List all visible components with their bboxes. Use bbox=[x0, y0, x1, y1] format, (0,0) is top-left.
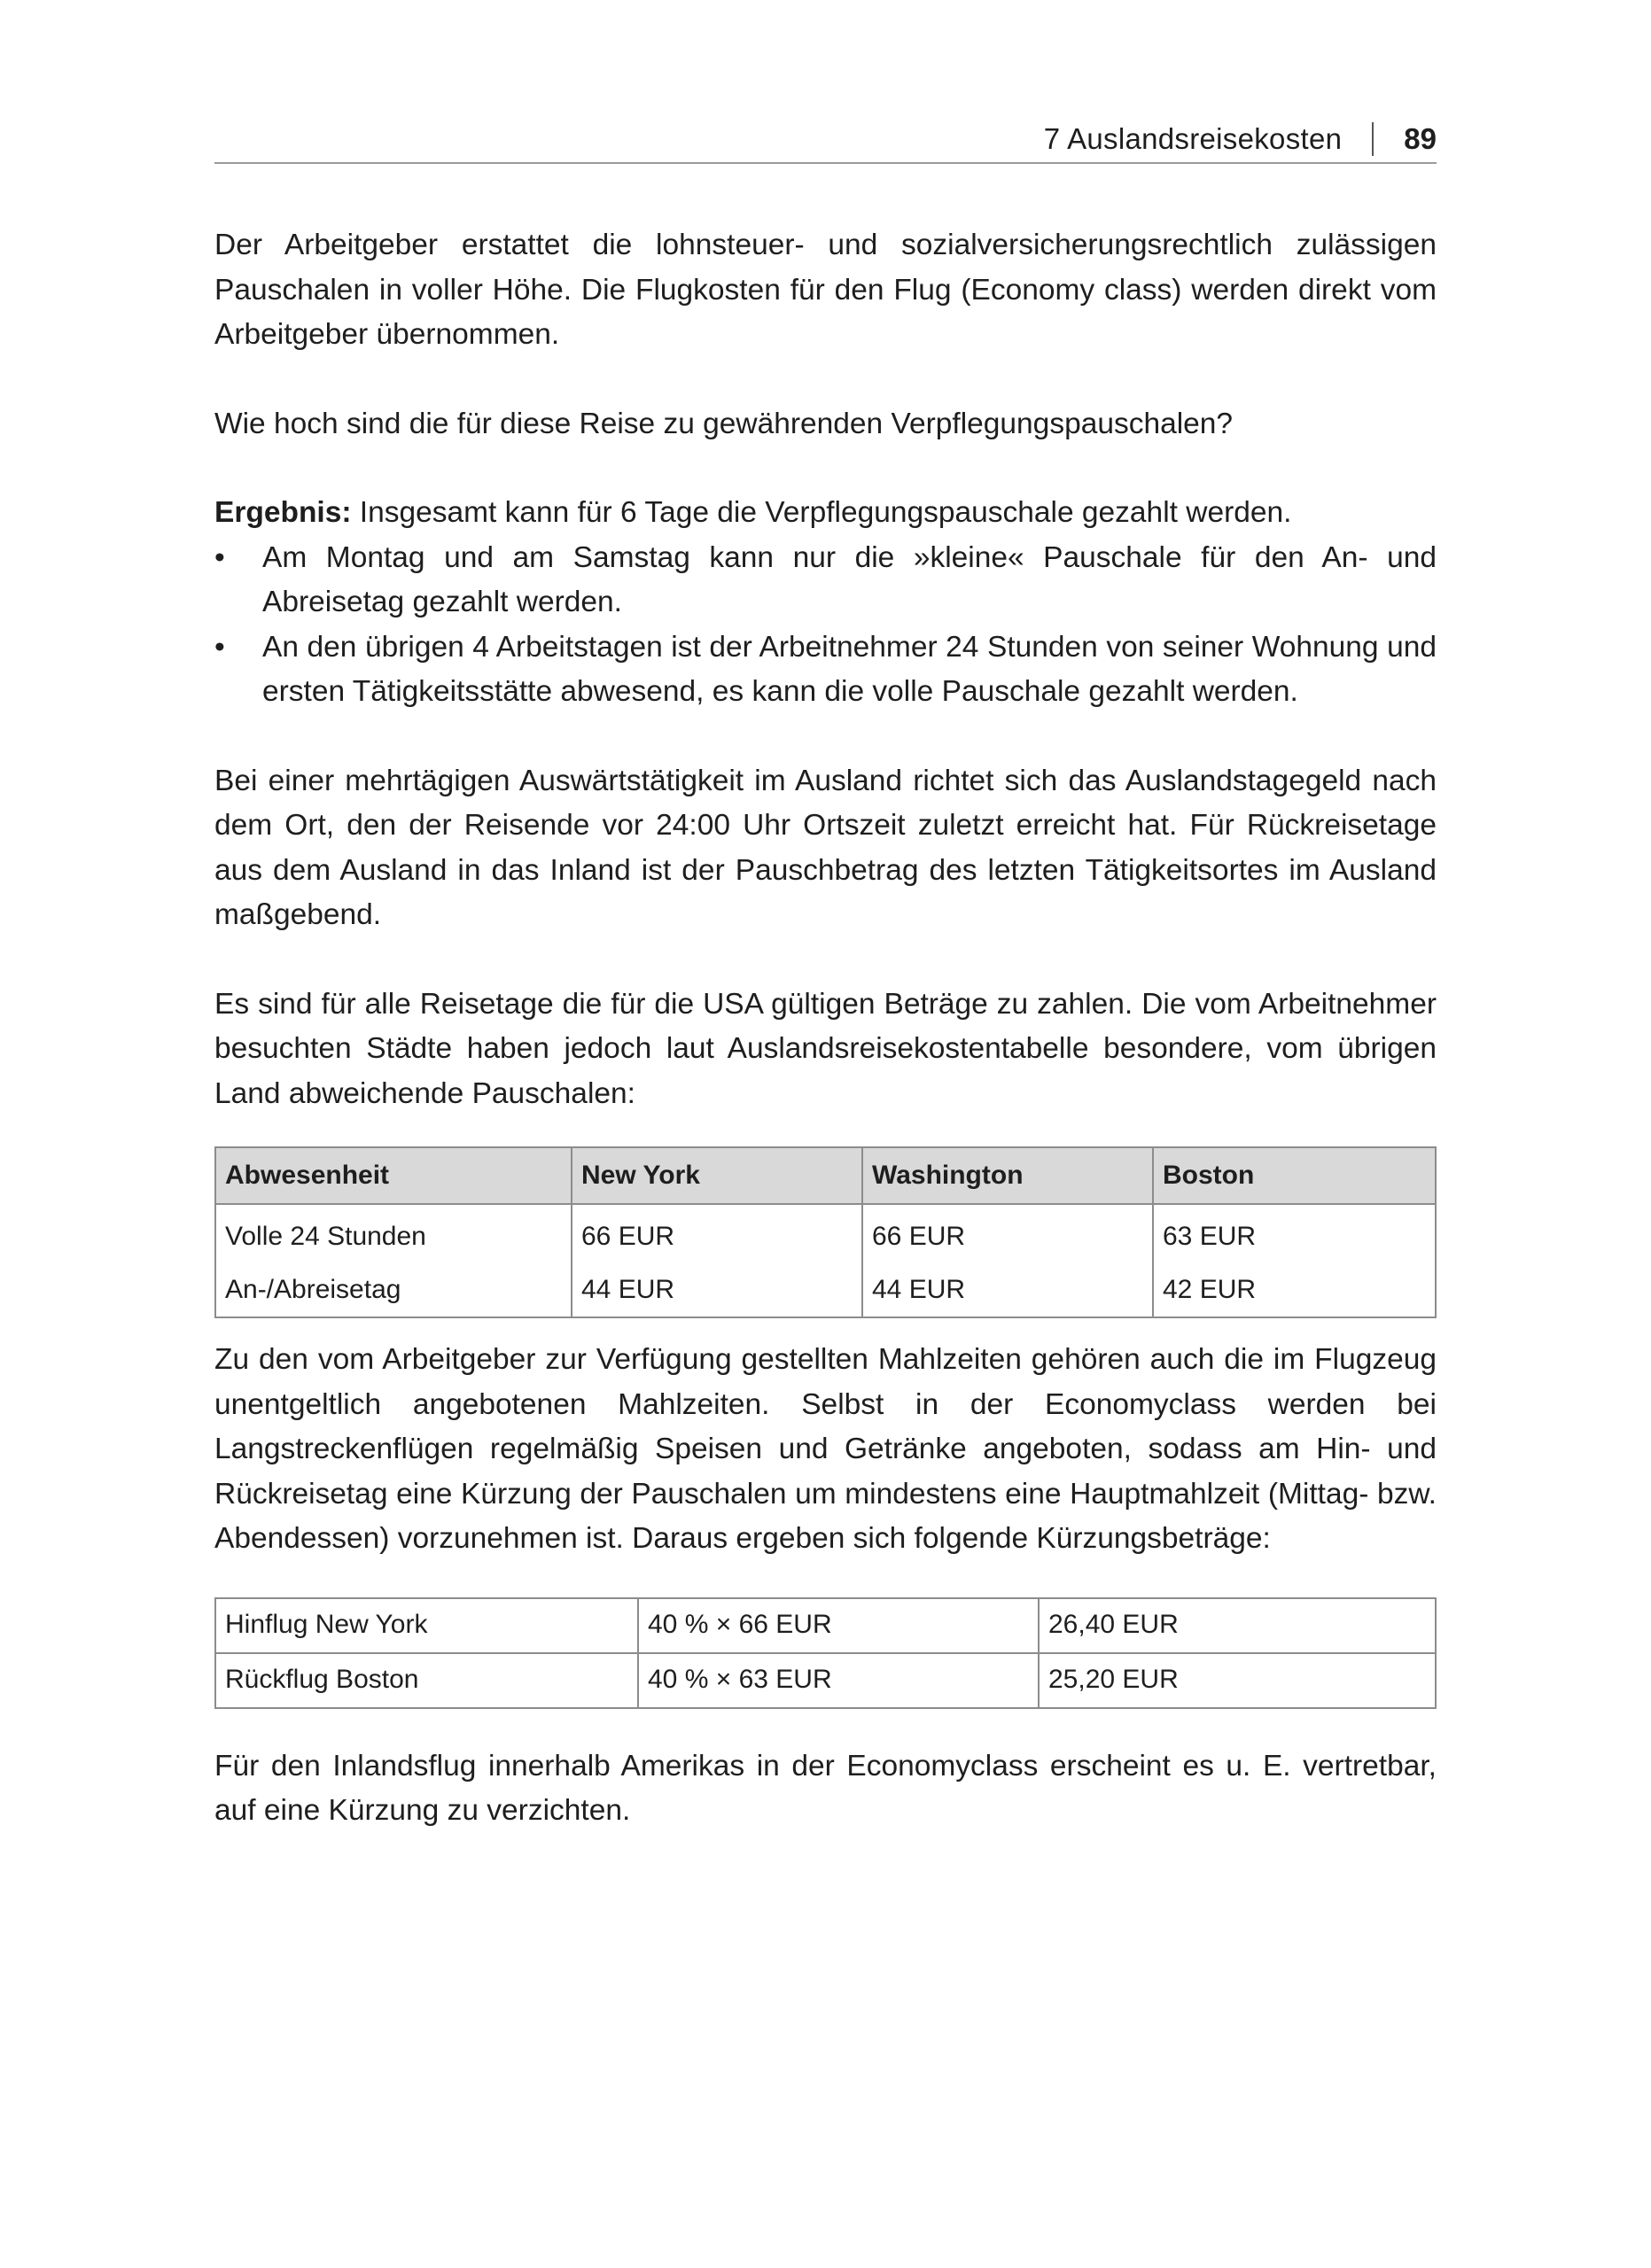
table-cell: Hinflug New York bbox=[215, 1598, 638, 1653]
running-header bbox=[214, 118, 1437, 164]
bullet-text: Am Montag und am Samstag kann nur die »kleine« Pauschale für den An- und Abreisetag gezahlt werden. bbox=[262, 540, 1437, 618]
chapter-title: 7 Auslandsreisekosten bbox=[1043, 122, 1343, 155]
table-cell: 26,40 EUR bbox=[1039, 1598, 1436, 1653]
result-label: Ergebnis: bbox=[214, 496, 352, 529]
table-header-cell: Abwesenheit bbox=[215, 1147, 572, 1204]
table-cell: An-/Abreisetag bbox=[215, 1263, 572, 1317]
table-cell: 44 EUR bbox=[862, 1263, 1153, 1317]
paragraph-inlandsflug: Für den Inlandsflug innerhalb Amerikas in der Economyclass erscheint es u. E. vertretbar, auf eine Kürzung zu verzichten. bbox=[214, 1749, 1437, 1827]
result-bullet-list bbox=[214, 536, 1437, 715]
result-paragraph bbox=[214, 491, 1437, 536]
paragraph-intro: Der Arbeitgeber erstattet die lohnsteuer- und sozialversicherungsrechtlich zulässigen Pauschalen in voller Höhe. Die Flugkosten für den Flug (Economy class) werden direkt vom Arbeitgeber übernommen. bbox=[214, 229, 1437, 351]
pauschalen-table bbox=[214, 1146, 1437, 1318]
table-row bbox=[215, 1598, 1436, 1653]
table-cell: 42 EUR bbox=[1153, 1263, 1436, 1317]
table-cell: 44 EUR bbox=[572, 1263, 862, 1317]
table-cell: 40 % × 63 EUR bbox=[638, 1653, 1039, 1708]
table-cell: 66 EUR bbox=[862, 1204, 1153, 1263]
bullet-icon: • bbox=[214, 630, 225, 664]
paragraph-usa-betraege: Es sind für alle Reisetage die für die USA gültigen Beträge zu zahlen. Die vom Arbeitnehmer besuchten Städte haben jedoch laut Auslandsreisekostentabelle besondere, vom übrigen Land abweichende Pauschalen: bbox=[214, 987, 1437, 1110]
table-row bbox=[215, 1263, 1436, 1317]
paragraph-auslandstagegeld: Bei einer mehrtägigen Auswärtstätigkeit im Ausland richtet sich das Auslandstagegeld nach dem Ort, den der Reisende vor 24:00 Uhr Ortszeit zuletzt erreicht hat. Für Rückreisetage aus dem Ausland in das Inland ist der Pauschbetrag des letzten Tätigkeitsortes im Ausland maßgebend. bbox=[214, 764, 1437, 931]
bullet-icon: • bbox=[214, 540, 225, 574]
page-body bbox=[214, 223, 1437, 1834]
table-cell: Volle 24 Stunden bbox=[215, 1204, 572, 1263]
table-header-cell: New York bbox=[572, 1147, 862, 1204]
table-cell: 25,20 EUR bbox=[1039, 1653, 1436, 1708]
bullet-text: An den übrigen 4 Arbeitstagen ist der Arbeitnehmer 24 Stunden von seiner Wohnung und ersten Tätigkeitsstätte abwesend, es kann die volle Pauschale gezahlt werden. bbox=[262, 630, 1437, 708]
table-cell: 63 EUR bbox=[1153, 1204, 1436, 1263]
table-cell: 66 EUR bbox=[572, 1204, 862, 1263]
kuerzung-table bbox=[214, 1597, 1437, 1709]
table-header-row bbox=[215, 1147, 1436, 1204]
table-header-cell: Boston bbox=[1153, 1147, 1436, 1204]
paragraph-mahlzeiten: Zu den vom Arbeitgeber zur Verfügung gestellten Mahlzeiten gehören auch die im Flugzeug unentgeltlich angebotenen Mahlzeiten. Selbst in der Economyclass werden bei Langstreckenflügen regelmäßig Speisen und Getränke angeboten, sodass am Hin- und Rückreisetag eine Kürzung der Pauschalen um mindestens eine Hauptmahlzeit (Mittag- bzw. Abendessen) vorzunehmen ist. Daraus ergeben sich folgende Kürzungsbeträge: bbox=[214, 1343, 1437, 1555]
running-header-text bbox=[1044, 120, 1437, 159]
table-row bbox=[215, 1653, 1436, 1708]
paragraph-question: Wie hoch sind die für diese Reise zu gewährenden Verpflegungspauschalen? bbox=[214, 407, 1234, 440]
header-separator bbox=[1372, 122, 1374, 156]
page-number: 89 bbox=[1404, 122, 1437, 155]
list-item bbox=[214, 625, 1437, 715]
table-cell: 40 % × 66 EUR bbox=[638, 1598, 1039, 1653]
list-item bbox=[214, 536, 1437, 625]
table-header-cell: Washington bbox=[862, 1147, 1153, 1204]
table-row bbox=[215, 1204, 1436, 1263]
result-text: Insgesamt kann für 6 Tage die Verpflegungspauschale gezahlt werden. bbox=[351, 496, 1292, 529]
table-cell: Rückflug Boston bbox=[215, 1653, 638, 1708]
